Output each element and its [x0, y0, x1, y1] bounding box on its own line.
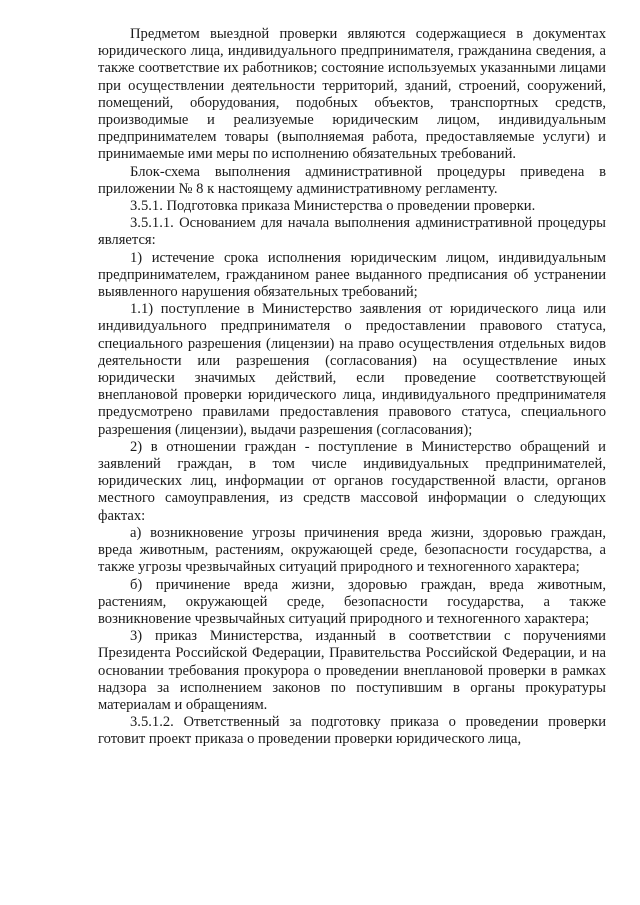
paragraph-item-2: 2) в отношении граждан - поступление в Министерство обращений и заявлений граждан, в том числе индивидуальных предпринимателей, юридических лиц, информации от органов государственной власти, органов местного самоуправления, из средств массовой информации о следующих фактах:: [98, 438, 606, 524]
paragraph-inspection-subject: Предметом выездной проверки являются содержащиеся в документах юридического лица, индивидуального предпринимателя, гражданина сведения, а также соответствие их работников; состояние используемых указанными лицами при осуществлении деятельности территорий, зданий, строений, сооружений, помещений, оборудования, подобных объектов, транспортных средств, производимые и реализуемые юридическим лицом, индивидуальным предпринимателем товары (выполняемая работа, предоставляемые услуги) и принимаемые ими меры по исполнению обязательных требований.: [98, 26, 606, 163]
paragraph-item-1: 1) истечение срока исполнения юридическим лицом, индивидуальным предпринимателем, гражданином ранее выданного предписания об устранении выявленного нарушения обязательных требований;: [98, 249, 606, 301]
paragraph-flowchart-reference: Блок-схема выполнения административной процедуры приведена в приложении № 8 к настоящему административному регламенту.: [98, 163, 606, 197]
document-body: [98, 26, 606, 749]
paragraph-3-5-1-1: 3.5.1.1. Основанием для начала выполнения административной процедуры является:: [98, 215, 606, 249]
paragraph-3-5-1: 3.5.1. Подготовка приказа Министерства о проведении проверки.: [130, 198, 536, 215]
paragraph-3-5-1-2: 3.5.1.2. Ответственный за подготовку приказа о проведении проверки готовит проект приказа о проведении проверки юридического лица,: [98, 714, 606, 748]
paragraph-item-2-b: б) причинение вреда жизни, здоровью граждан, вреда животным, растениям, окружающей среде, безопасности государства, а также возникновение чрезвычайных ситуаций природного и техногенного характера;: [98, 576, 606, 627]
paragraph-item-2-a: а) возникновение угрозы причинения вреда жизни, здоровью граждан, вреда животным, растениям, окружающей среде, безопасности государства, а также угрозы чрезвычайных ситуаций природного и техногенного характера;: [98, 524, 606, 576]
paragraph-item-1-1: 1.1) поступление в Министерство заявления от юридического лица или индивидуального предпринимателя о предоставлении правового статуса, специального разрешения (лицензии) на право осуществления отдельных видов деятельности или разрешения (согласования) на осуществление иных юридически значимых действий, если проведение соответствующей внеплановой проверки юридического лица, индивидуального предпринимателя предусмотрено правилами предоставления правового статуса, специального разрешения (лицензии), выдачи разрешения (согласования);: [98, 301, 606, 438]
paragraph-item-3: 3) приказ Министерства, изданный в соответствии с поручениями Президента Российской Федерации, Правительства Российской Федерации, и на основании требования прокурора о проведении внеплановой проверки в рамках надзора за исполнением законов по поступившим в органы прокуратуры материалам и обращениям.: [98, 628, 606, 713]
